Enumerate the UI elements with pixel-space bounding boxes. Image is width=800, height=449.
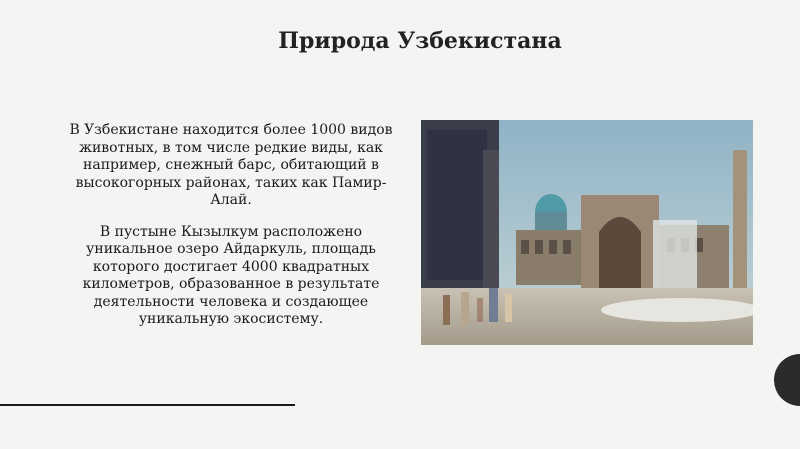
registan-photo	[421, 120, 753, 345]
footer-divider	[0, 404, 295, 406]
slide-body	[62, 122, 400, 343]
slide-title: Природа Узбекистана	[278, 28, 562, 54]
paragraph-aydarkul: В пустыне Кызылкум расположено уникальное озеро Айдаркуль, площадь которого достигает 4000 квадратных километров, образованное в результате деятельности человека и создающее уникальную экосистему.	[82, 223, 380, 327]
corner-decoration	[774, 354, 800, 406]
paragraph-fauna: В Узбекистане находится более 1000 видов животных, в том числе редкие виды, как например, снежный барс, обитающий в высокогорных районах, таких как Памир-Алай.	[69, 122, 393, 208]
